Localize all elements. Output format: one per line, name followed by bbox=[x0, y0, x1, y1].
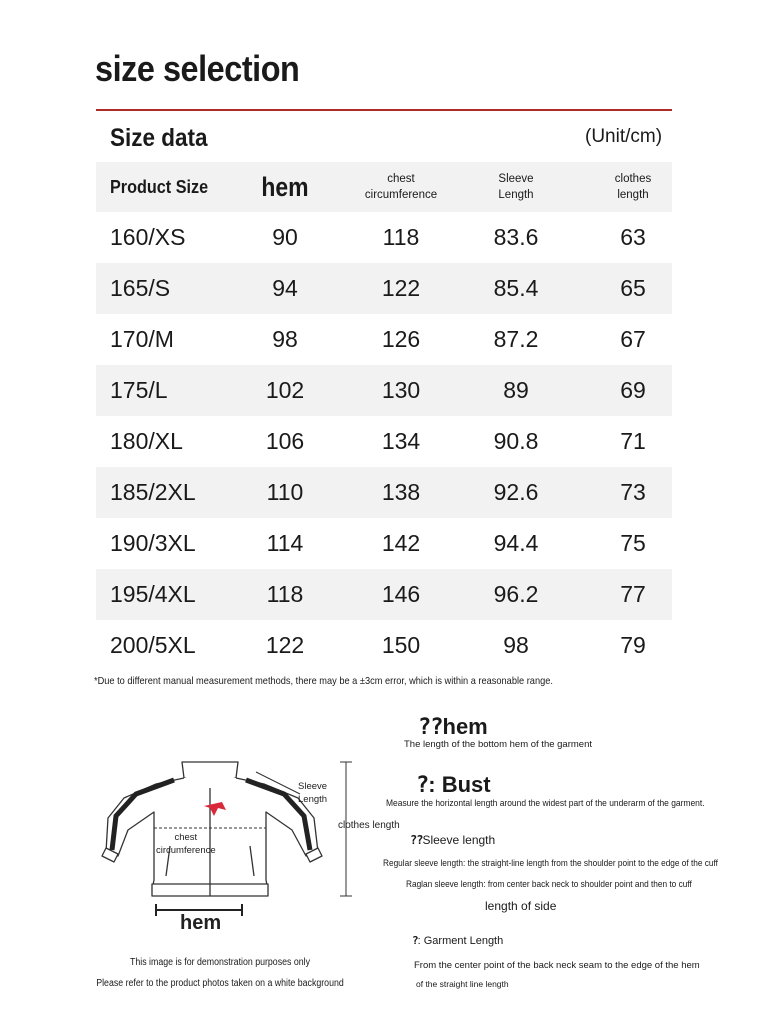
cell-sleeve: 90.8 bbox=[493, 428, 539, 454]
cell-size: 165/S bbox=[110, 275, 171, 301]
def-sleeve-raglan: Raglan sleeve length: from center back neck to shoulder point and then to cuff bbox=[406, 879, 692, 889]
garment-marker-icon: ? bbox=[412, 934, 418, 947]
header-product-size: Product Size bbox=[110, 176, 209, 197]
cell-size: 180/XL bbox=[110, 428, 183, 454]
sleeve-marker-icon: ?? bbox=[410, 833, 423, 847]
diagram-sleeve-line2: Length bbox=[298, 794, 328, 805]
cell-chest: 126 bbox=[381, 326, 421, 352]
diagram-chest-label bbox=[156, 831, 216, 857]
cell-clothes-length: 63 bbox=[620, 224, 646, 250]
size-table bbox=[96, 162, 672, 671]
cell-size: 190/3XL bbox=[110, 530, 196, 556]
cell-size: 185/2XL bbox=[110, 479, 196, 505]
diagram-sleeve-line1: Sleeve bbox=[298, 781, 328, 792]
table-row bbox=[96, 518, 672, 569]
cell-chest: 130 bbox=[381, 377, 421, 403]
header-hem: hem bbox=[261, 171, 309, 202]
def-bust-title bbox=[416, 772, 491, 798]
def-garment-title bbox=[412, 934, 503, 947]
diagram-chest-line2: circumference bbox=[156, 845, 216, 856]
def-garment-heading: : Garment Length bbox=[417, 935, 504, 947]
jacket-diagram bbox=[96, 750, 396, 940]
table-row bbox=[96, 467, 672, 518]
cell-sleeve: 96.2 bbox=[493, 581, 539, 607]
page-title: size selection bbox=[95, 48, 300, 89]
diagram-sleeve-label bbox=[298, 780, 327, 806]
def-sleeve-regular: Regular sleeve length: the straight-line length from the shoulder point to the edge of the cuff bbox=[383, 858, 718, 868]
demo-notice: This image is for demonstration purposes only bbox=[129, 957, 310, 968]
def-bust-desc: Measure the horizontal length around the widest part of the underarm of the garment. bbox=[386, 798, 705, 808]
title-divider bbox=[96, 109, 672, 111]
cell-chest: 118 bbox=[382, 224, 420, 250]
def-bust-heading: : Bust bbox=[428, 772, 491, 797]
cell-sleeve: 89 bbox=[503, 377, 529, 403]
cell-clothes-length: 75 bbox=[620, 530, 646, 556]
header-sleeve bbox=[460, 162, 572, 212]
cell-size: 170/M bbox=[110, 326, 174, 352]
cell-sleeve: 83.6 bbox=[493, 224, 539, 250]
table-row bbox=[96, 263, 672, 314]
cell-sleeve: 87.2 bbox=[493, 326, 539, 352]
table-row bbox=[96, 620, 672, 671]
header-clothes-line1: clothes bbox=[614, 173, 652, 185]
hem-marker-icon: ?? bbox=[418, 715, 443, 740]
cell-chest: 122 bbox=[381, 275, 421, 301]
table-title: Size data bbox=[110, 124, 208, 152]
cell-chest: 134 bbox=[381, 428, 421, 454]
bust-marker-icon: ? bbox=[416, 773, 429, 798]
cell-hem: 102 bbox=[265, 377, 305, 403]
cell-size: 200/5XL bbox=[110, 632, 196, 658]
photo-reference-notice: Please refer to the product photos taken on a white background bbox=[96, 978, 344, 989]
cell-sleeve: 98 bbox=[503, 632, 529, 658]
cell-clothes-length: 77 bbox=[620, 581, 646, 607]
def-garment-desc-2: of the straight line length bbox=[416, 979, 509, 989]
cell-hem: 94 bbox=[272, 275, 298, 301]
cell-sleeve: 94.4 bbox=[493, 530, 539, 556]
cell-sleeve: 92.6 bbox=[493, 479, 539, 505]
diagram-clothes-length-label: clothes length bbox=[338, 820, 400, 831]
def-hem-title bbox=[418, 714, 488, 740]
cell-size: 160/XS bbox=[110, 224, 186, 250]
cell-hem: 90 bbox=[272, 224, 298, 250]
cell-chest: 150 bbox=[381, 632, 421, 658]
table-row bbox=[96, 569, 672, 620]
cell-hem: 114 bbox=[266, 530, 304, 556]
cell-chest: 146 bbox=[381, 581, 421, 607]
table-row bbox=[96, 212, 672, 263]
def-sleeve-heading: Sleeve length bbox=[422, 833, 496, 847]
header-clothes-length bbox=[580, 162, 686, 212]
cell-clothes-length: 79 bbox=[620, 632, 646, 658]
cell-hem: 106 bbox=[265, 428, 305, 454]
header-clothes-line2: length bbox=[617, 189, 649, 201]
cell-clothes-length: 67 bbox=[620, 326, 646, 352]
diagram-hem-label: hem bbox=[180, 912, 222, 934]
cell-hem: 98 bbox=[272, 326, 298, 352]
def-side-length: length of side bbox=[485, 899, 557, 913]
table-header bbox=[96, 162, 672, 212]
header-sleeve-line1: Sleeve bbox=[498, 173, 534, 185]
cell-size: 195/4XL bbox=[110, 581, 196, 607]
cell-hem: 118 bbox=[266, 581, 304, 607]
cell-sleeve: 85.4 bbox=[493, 275, 539, 301]
header-chest-line1: chest bbox=[387, 173, 415, 185]
table-row bbox=[96, 416, 672, 467]
cell-chest: 142 bbox=[381, 530, 421, 556]
def-hem-heading: hem bbox=[442, 714, 488, 739]
cell-clothes-length: 65 bbox=[620, 275, 646, 301]
table-row bbox=[96, 314, 672, 365]
def-garment-desc: From the center point of the back neck seam to the edge of the hem bbox=[414, 960, 700, 971]
cell-hem: 110 bbox=[266, 479, 304, 505]
def-sleeve-title bbox=[410, 833, 495, 847]
cell-size: 175/L bbox=[110, 377, 168, 403]
header-chest bbox=[346, 162, 456, 212]
cell-clothes-length: 73 bbox=[620, 479, 646, 505]
measurement-note: *Due to different manual measurement methods, there may be a ±3cm error, which is within a reasonable range. bbox=[94, 675, 553, 687]
cell-clothes-length: 69 bbox=[620, 377, 646, 403]
unit-label: (Unit/cm) bbox=[585, 126, 663, 147]
header-sleeve-line2: Length bbox=[498, 189, 534, 201]
cell-hem: 122 bbox=[265, 632, 305, 658]
diagram-chest-line1: chest bbox=[174, 832, 198, 843]
header-chest-line2: circumference bbox=[364, 189, 438, 201]
table-row bbox=[96, 365, 672, 416]
cell-clothes-length: 71 bbox=[620, 428, 646, 454]
cell-chest: 138 bbox=[381, 479, 421, 505]
def-hem-desc: The length of the bottom hem of the garment bbox=[404, 739, 593, 750]
